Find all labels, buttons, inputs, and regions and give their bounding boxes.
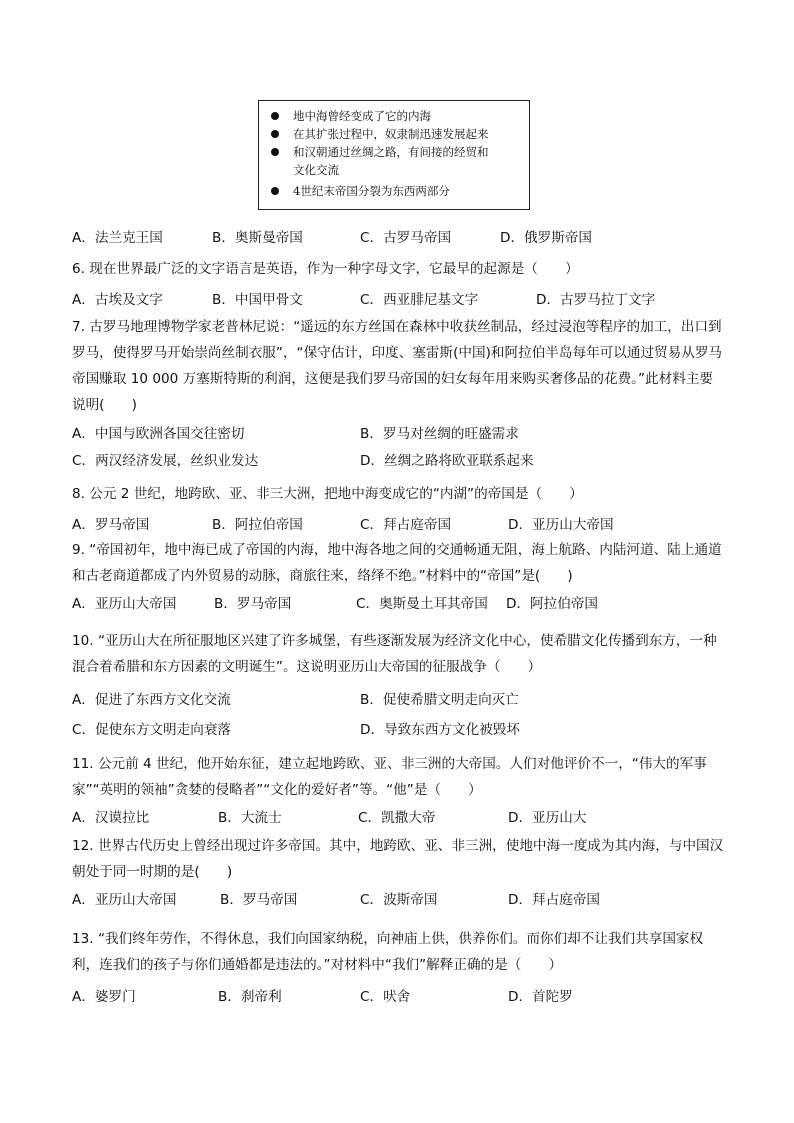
q11-option-b: B．大流士 — [218, 810, 282, 826]
bullet-icon — [271, 112, 279, 120]
q7-stem: 7. 古罗马地理博物学家老普林尼说：“遥远的东方丝国在森林中收获丝制品，经过浸泡等程序的加工，出口到罗马，使得罗马开始崇尚丝制衣服”，“保守估计，印度、塞雷斯(中国)和阿拉伯半岛每年可以通过贸易从罗马帝国赚取 10 000 万塞斯特斯的利润，这便是我们罗马帝国的妇女每年用来购买奢侈品的花费。”此材料主要说明( ) — [72, 319, 723, 413]
q12-stem: 12. 世界古代历史上曾经出现过许多帝国。其中，地跨欧、亚、非三洲，使地中海一度成为其内海，与中国汉朝处于同一时期的是( ) — [72, 838, 724, 880]
q11-option-d: D．亚历山大 — [508, 810, 587, 826]
q5-option-a: A．法兰克王国 — [72, 230, 163, 246]
q10-option-c: C．促使东方文明走向衰落 — [72, 722, 232, 738]
q7-option-c: C．两汉经济发展，丝织业发达 — [72, 453, 259, 469]
q7-option-b: B．罗马对丝绸的旺盛需求 — [360, 426, 519, 442]
bullet-icon — [271, 187, 279, 195]
q13-option-c: C．吠舍 — [360, 989, 411, 1005]
q12-option-d: D．拜占庭帝国 — [508, 892, 601, 908]
q13-option-b: B．刹帝利 — [218, 989, 282, 1005]
q9-option-b: B．罗马帝国 — [214, 596, 292, 612]
q11-stem: 11. 公元前 4 世纪，他开始东征，建立起地跨欧、亚、非三洲的大帝国。人们对他评价不一，“伟大的军事家”“英明的领袖”贪婪的侵略者”“文化的爱好者”等。“他”是（ ） — [72, 756, 707, 798]
q10-option-a: A．促进了东西方文化交流 — [72, 692, 231, 708]
clue-item: 在其扩张过程中，奴隶制迅速发展起来 — [269, 125, 523, 143]
q6-stem: 6. 现在世界最广泛的文字语言是英语，作为一种字母文字，它最早的起源是（ ） — [72, 261, 579, 277]
q5-option-b: B．奥斯曼帝国 — [212, 230, 303, 246]
q11-option-a: A．汉谟拉比 — [72, 810, 150, 826]
clue-item: 地中海曾经变成了它的内海 — [269, 107, 523, 125]
q6-option-b: B．中国甲骨文 — [212, 292, 303, 308]
q7-option-a: A．中国与欧洲各国交往密切 — [72, 426, 245, 442]
q10-option-d: D．导致东西方文化被毁坏 — [360, 722, 520, 738]
bullet-icon — [271, 130, 279, 138]
q9-option-d: D．阿拉伯帝国 — [506, 596, 599, 612]
q9-option-a: A．亚历山大帝国 — [72, 596, 177, 612]
q13-stem: 13. “我们终年劳作，不得休息，我们向国家纳税，向神庙上供，供养你们。而你们却不让我们共享国家权利，连我们的孩子与你们通婚都是违法的。”对材料中“我们”解释正确的是（ ） — [72, 931, 704, 973]
q13-option-a: A．婆罗门 — [72, 989, 136, 1005]
q6-option-a: A．古埃及文字 — [72, 292, 163, 308]
q10-option-b: B．促使希腊文明走向灭亡 — [360, 692, 519, 708]
q12-option-c: C．波斯帝国 — [360, 892, 438, 908]
q12-option-a: A．亚历山大帝国 — [72, 892, 177, 908]
q6-option-d: D．古罗马拉丁文字 — [536, 292, 656, 308]
q9-option-c: C．奥斯曼土耳其帝国 — [356, 596, 488, 612]
bullet-icon — [271, 148, 279, 156]
clue-item: 4世纪末帝国分裂为东西两部分 — [269, 182, 523, 200]
q5-option-c: C．古罗马帝国 — [360, 230, 452, 246]
q8-stem: 8. 公元 2 世纪，地跨欧、亚、非三大洲，把地中海变成它的“内湖”的帝国是（ ） — [72, 486, 583, 502]
q8-option-b: B．阿拉伯帝国 — [212, 517, 303, 533]
clue-box — [258, 100, 530, 210]
q13-option-d: D．首陀罗 — [508, 989, 573, 1005]
q10-stem: 10. “亚历山大在所征服地区兴建了许多城堡，有些逐渐发展为经济文化中心，使希腊文化传播到东方，一种混合着希腊和东方因素的文明诞生”。这说明亚历山大帝国的征服战争（ ） — [72, 633, 717, 675]
q7-option-d: D．丝绸之路将欧亚联系起来 — [360, 453, 534, 469]
q5-option-d: D．俄罗斯帝国 — [500, 230, 593, 246]
clue-item-continued: 文化交流 — [293, 163, 339, 177]
q11-option-c: C．凯撒大帝 — [358, 810, 436, 826]
q8-option-d: D．亚历山大帝国 — [508, 517, 614, 533]
clue-item: 和汉朝通过丝绸之路，有间接的经贸和 — [269, 143, 523, 161]
q6-option-c: C．西亚腓尼基文字 — [360, 292, 479, 308]
q8-option-c: C．拜占庭帝国 — [360, 517, 452, 533]
q8-option-a: A．罗马帝国 — [72, 517, 150, 533]
q12-option-b: B．罗马帝国 — [220, 892, 298, 908]
q9-stem: 9. “帝国初年，地中海已成了帝国的内海，地中海各地之间的交通畅通无阻，海上航路、内陆河道、陆上通道和古老商道都成了内外贸易的动脉，商旅往来，络绎不绝。”材料中的“帝国”是( ) — [72, 542, 722, 584]
